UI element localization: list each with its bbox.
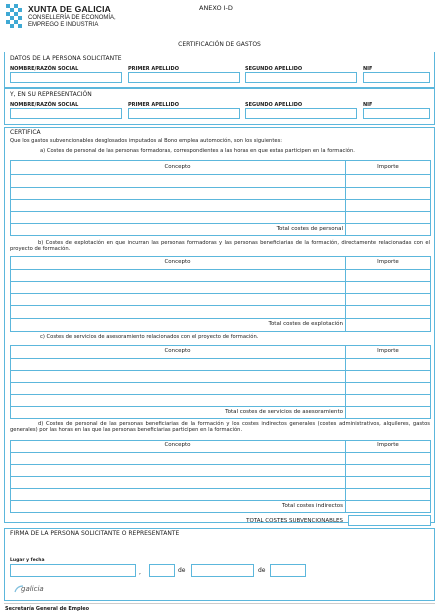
table-row bbox=[10, 406, 431, 407]
table-row bbox=[10, 394, 431, 395]
representative-surname1-label: PRIMER APELLIDO bbox=[128, 102, 179, 108]
table-row bbox=[10, 305, 431, 306]
table-row bbox=[10, 281, 431, 282]
footer-rule bbox=[4, 603, 435, 604]
representative-section-title: Y, EN SU REPRESENTACIÓN bbox=[10, 91, 92, 98]
applicant-surname2-field[interactable] bbox=[245, 72, 357, 83]
table-row bbox=[10, 370, 431, 371]
representative-nif-field[interactable] bbox=[363, 108, 430, 119]
applicant-surname1-field[interactable] bbox=[128, 72, 240, 83]
footer-text: Secretaría General de Empleo bbox=[5, 606, 90, 612]
place-comma: , bbox=[139, 569, 141, 576]
signature-section-title: FIRMA DE LA PERSONA SOLICITANTE O REPRESENTANTE bbox=[10, 530, 180, 537]
representative-surname2-label: SEGUNDO APELLIDO bbox=[245, 102, 303, 108]
table-row bbox=[10, 464, 431, 465]
table-row bbox=[10, 293, 431, 294]
representative-name-label: NOMBRE/RAZÓN SOCIAL bbox=[10, 102, 79, 108]
table-row bbox=[10, 500, 431, 501]
year-field[interactable] bbox=[270, 564, 306, 577]
page-title: CERTIFICACIÓN DE GASTOS bbox=[178, 41, 261, 48]
table-d-total-label: Total costes indirectos bbox=[282, 503, 343, 509]
table-a-divider bbox=[345, 160, 346, 236]
applicant-nif-label: NIF bbox=[363, 66, 373, 72]
applicant-name-field[interactable] bbox=[10, 72, 122, 83]
table-b-divider bbox=[345, 256, 346, 332]
grand-total-field[interactable] bbox=[348, 515, 431, 526]
section-d-text: d) Costes de personal de las personas beneficiarias de la formación y los costes indirectos generales (costes administrativos, alquileres, gastos generales) por las horas en las que las personas beneficiarias participen en la formación. bbox=[10, 421, 430, 433]
certifica-title: CERTIFICA bbox=[10, 129, 41, 136]
representative-nif-label: NIF bbox=[363, 102, 373, 108]
representative-name-field[interactable] bbox=[10, 108, 122, 119]
table-row bbox=[10, 382, 431, 383]
section-a-text: a) Costes de personal de las personas formadoras, correspondientes a las horas en que estas participen en la formación. bbox=[40, 148, 355, 154]
month-field[interactable] bbox=[191, 564, 254, 577]
table-b-amount-header: Importe bbox=[377, 259, 399, 265]
table-a bbox=[10, 160, 431, 236]
table-c-concept-header: Concepto bbox=[164, 348, 191, 354]
annex-label: ANEXO I-D bbox=[199, 4, 233, 12]
table-c-total-label: Total costes de servicios de asesoramiento bbox=[225, 409, 343, 415]
table-row bbox=[10, 452, 431, 453]
galicia-logo-text: galicia bbox=[21, 585, 44, 593]
table-b-total-label: Total costes de explotación bbox=[268, 321, 343, 327]
table-row bbox=[10, 174, 431, 175]
table-b-concept-header: Concepto bbox=[164, 259, 191, 265]
dept-line2: EMPREGO E INDUSTRIA bbox=[28, 22, 99, 28]
section-c-text: c) Costes de servicios de asesoramiento relacionados con el proyecto de formación. bbox=[40, 334, 259, 340]
table-row bbox=[10, 211, 431, 212]
de-label-2: de bbox=[258, 567, 266, 574]
grand-total-label: TOTAL COSTES SUBVENCIONABLES bbox=[246, 518, 343, 524]
table-row bbox=[10, 223, 431, 224]
table-c-amount-header: Importe bbox=[377, 348, 399, 354]
representative-surname2-field[interactable] bbox=[245, 108, 357, 119]
certifica-intro: Que los gastos subvencionables desglosados imputados al Bono emplea automoción, son los siguientes: bbox=[10, 138, 283, 144]
day-field[interactable] bbox=[149, 564, 175, 577]
org-name: XUNTA DE GALICIA bbox=[28, 4, 112, 14]
place-field[interactable] bbox=[10, 564, 136, 577]
table-row bbox=[10, 187, 431, 188]
dept-line1: CONSELLERÍA DE ECONOMÍA, bbox=[28, 15, 116, 21]
place-date-label: Lugar y fecha bbox=[10, 558, 45, 563]
table-row bbox=[10, 199, 431, 200]
table-d-concept-header: Concepto bbox=[164, 442, 191, 448]
table-a-concept-header: Concepto bbox=[164, 164, 191, 170]
representative-surname1-field[interactable] bbox=[128, 108, 240, 119]
table-row bbox=[10, 318, 431, 319]
xunta-logo-icon bbox=[6, 4, 22, 28]
applicant-surname1-label: PRIMER APELLIDO bbox=[128, 66, 179, 72]
table-row bbox=[10, 358, 431, 359]
table-a-total-label: Total costes de personal bbox=[276, 226, 343, 232]
table-a-amount-header: Importe bbox=[377, 164, 399, 170]
table-row bbox=[10, 476, 431, 477]
applicant-surname2-label: SEGUNDO APELLIDO bbox=[245, 66, 303, 72]
de-label-1: de bbox=[178, 567, 186, 574]
section-b-text: b) Costes de explotación en que incurran las personas formadoras y las personas beneficiarias de la formación, directamente relacionadas con el proyecto de formación. bbox=[10, 240, 430, 252]
applicant-name-label: NOMBRE/RAZÓN SOCIAL bbox=[10, 66, 79, 72]
applicant-nif-field[interactable] bbox=[363, 72, 430, 83]
table-d-amount-header: Importe bbox=[377, 442, 399, 448]
applicant-section-title: DATOS DE LA PERSONA SOLICITANTE bbox=[10, 55, 122, 62]
table-row bbox=[10, 269, 431, 270]
table-row bbox=[10, 488, 431, 489]
